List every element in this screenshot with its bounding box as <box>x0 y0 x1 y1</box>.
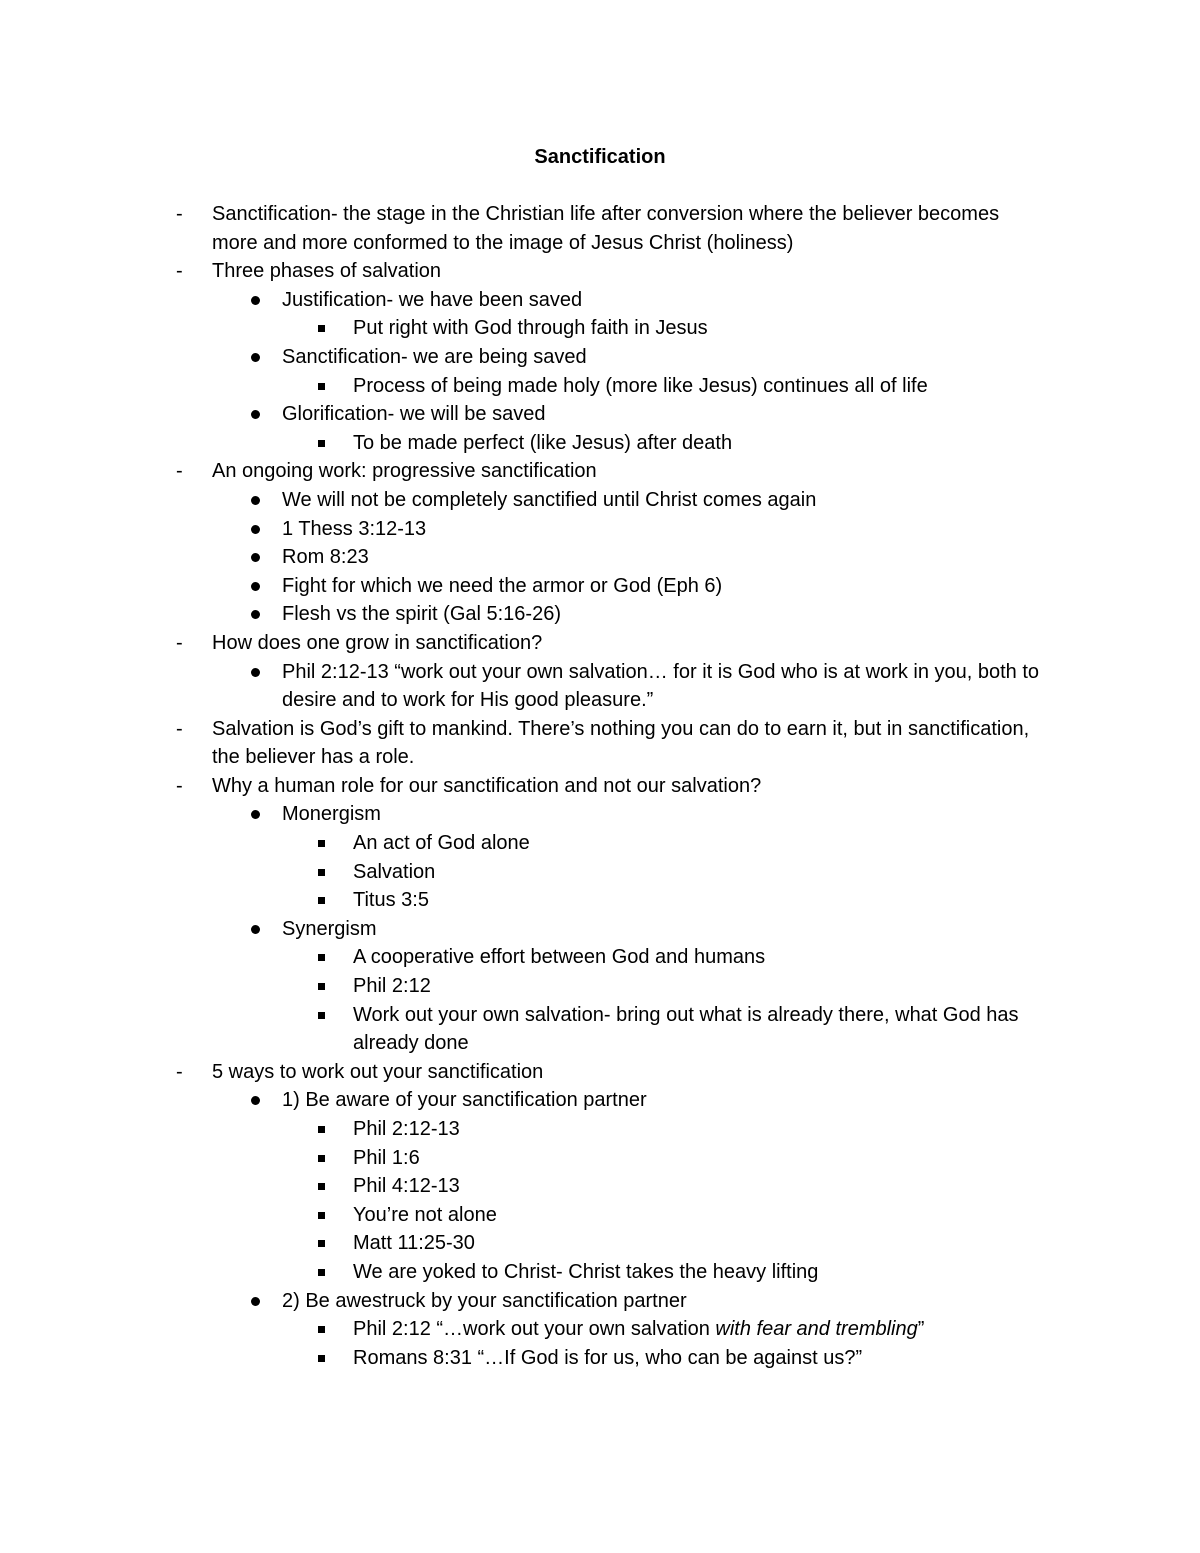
outline-item-text <box>282 1287 1050 1316</box>
outline-item-text <box>353 943 1050 972</box>
outline-item-text-main: 1) Be aware of your sanctification partner <box>282 1089 647 1112</box>
square-bullet-icon <box>318 1012 325 1019</box>
outline-item-level-3 <box>0 1258 1200 1287</box>
outline-item-text-main: Work out your own salvation- bring out what is already there, what God has already done <box>353 1003 1019 1055</box>
outline-item-text-main: Sanctification- we are being saved <box>282 345 587 368</box>
outline-item-text-main: Synergism <box>282 917 377 940</box>
square-bullet-icon <box>318 983 325 990</box>
outline-item-text <box>282 286 1050 315</box>
outline-item-level-1 <box>0 200 1200 257</box>
outline-item-text <box>282 658 1050 715</box>
outline-item-text-main: Glorification- we will be saved <box>282 403 546 426</box>
outline-item-text-main: Salvation is God’s gift to mankind. There’s nothing you can do to earn it, but in sanctification, the believer has a role. <box>212 717 1030 769</box>
outline-item-text <box>282 343 1050 372</box>
outline-item-text <box>353 1115 1050 1144</box>
outline-item-level-3 <box>0 1172 1200 1201</box>
outline-item-text <box>212 629 1050 658</box>
outline-item-level-2 <box>0 915 1200 944</box>
outline-item-level-1 <box>0 257 1200 286</box>
dash-marker-icon: - <box>176 774 183 797</box>
outline-item-level-3 <box>0 1144 1200 1173</box>
outline-item-level-2 <box>0 800 1200 829</box>
square-bullet-icon <box>318 1126 325 1133</box>
round-bullet-icon <box>251 1297 260 1306</box>
outline-item-text <box>282 572 1050 601</box>
outline-item-text-italic: with fear and trembling <box>715 1318 918 1341</box>
outline-item-text-main: We will not be completely sanctified until Christ comes again <box>282 488 817 511</box>
outline-item-text-main: We are yoked to Christ- Christ takes the heavy lifting <box>353 1260 819 1283</box>
outline-item-text-main: Phil 2:12 <box>353 975 431 998</box>
outline-item-level-3 <box>0 1201 1200 1230</box>
outline-item-text <box>353 1229 1050 1258</box>
round-bullet-icon <box>251 1096 260 1105</box>
outline-item-level-1 <box>0 457 1200 486</box>
outline-item-text-main: Flesh vs the spirit (Gal 5:16-26) <box>282 603 561 626</box>
outline-item-level-3 <box>0 1344 1200 1373</box>
round-bullet-icon <box>251 610 260 619</box>
outline-item-text-main: A cooperative effort between God and humans <box>353 946 766 969</box>
outline-item-text <box>212 1058 1050 1087</box>
outline-list <box>0 200 1200 1372</box>
outline-item-text-after: ” <box>917 1318 925 1341</box>
square-bullet-icon <box>318 1155 325 1162</box>
round-bullet-icon <box>251 668 260 677</box>
outline-item-text-main: Phil 1:6 <box>353 1146 420 1169</box>
outline-item-text <box>353 1172 1050 1201</box>
square-bullet-icon <box>318 954 325 961</box>
square-bullet-icon <box>318 897 325 904</box>
outline-item-text <box>353 372 1050 401</box>
outline-item-text-main: Put right with God through faith in Jesus <box>353 317 708 340</box>
outline-item-text <box>353 429 1050 458</box>
dash-marker-icon: - <box>176 460 183 483</box>
square-bullet-icon <box>318 1355 325 1362</box>
square-bullet-icon <box>318 1240 325 1247</box>
round-bullet-icon <box>251 410 260 419</box>
outline-item-text <box>353 1344 1050 1373</box>
outline-item-text-main: Justification- we have been saved <box>282 288 583 311</box>
outline-item-level-2 <box>0 1086 1200 1115</box>
outline-item-text <box>353 886 1050 915</box>
outline-item-text-main: An ongoing work: progressive sanctification <box>212 460 597 483</box>
outline-item-text <box>353 1258 1050 1287</box>
outline-item-text-main: Matt 11:25-30 <box>353 1232 475 1255</box>
outline-item-text <box>212 200 1050 257</box>
outline-item-level-3 <box>0 972 1200 1001</box>
round-bullet-icon <box>251 496 260 505</box>
outline-item-text-main: You’re not alone <box>353 1203 497 1226</box>
outline-item-level-3 <box>0 943 1200 972</box>
outline-item-text <box>212 715 1050 772</box>
outline-item-text-main: Monergism <box>282 803 381 826</box>
round-bullet-icon <box>251 553 260 562</box>
square-bullet-icon <box>318 325 325 332</box>
outline-item-text <box>353 314 1050 343</box>
outline-item-text <box>353 829 1050 858</box>
outline-item-level-2 <box>0 1287 1200 1316</box>
outline-item-text-main: Why a human role for our sanctification and not our salvation? <box>212 774 762 797</box>
outline-item-text-main: Phil 2:12-13 <box>353 1118 460 1140</box>
outline-item-text <box>212 772 1050 801</box>
outline-item-text <box>282 915 1050 944</box>
dash-marker-icon: - <box>176 260 183 283</box>
outline-item-level-3 <box>0 1001 1200 1058</box>
outline-item-level-2 <box>0 543 1200 572</box>
square-bullet-icon <box>318 869 325 876</box>
outline-item-level-2 <box>0 515 1200 544</box>
outline-item-level-2 <box>0 600 1200 629</box>
square-bullet-icon <box>318 840 325 847</box>
outline-item-text <box>282 515 1050 544</box>
dash-marker-icon: - <box>176 631 183 654</box>
square-bullet-icon <box>318 1326 325 1333</box>
round-bullet-icon <box>251 925 260 934</box>
outline-item-text-main: An act of God alone <box>353 832 530 855</box>
outline-item-text <box>282 543 1050 572</box>
round-bullet-icon <box>251 296 260 305</box>
dash-marker-icon: - <box>176 717 183 740</box>
round-bullet-icon <box>251 810 260 819</box>
outline-item-text <box>212 257 1050 286</box>
outline-item-text <box>282 600 1050 629</box>
outline-item-level-3 <box>0 886 1200 915</box>
outline-item-level-2 <box>0 658 1200 715</box>
outline-item-text-main: Phil 4:12-13 <box>353 1175 460 1198</box>
square-bullet-icon <box>318 440 325 447</box>
outline-item-level-1 <box>0 715 1200 772</box>
outline-item-level-3 <box>0 858 1200 887</box>
outline-item-text <box>353 858 1050 887</box>
outline-item-text <box>353 972 1050 1001</box>
outline-item-level-3 <box>0 829 1200 858</box>
outline-item-text <box>353 1201 1050 1230</box>
outline-item-text-main: Titus 3:5 <box>353 889 429 912</box>
outline-item-level-2 <box>0 343 1200 372</box>
outline-item-text <box>282 486 1050 515</box>
outline-item-text-main: 5 ways to work out your sanctification <box>212 1060 544 1083</box>
outline-item-text-main: Rom 8:23 <box>282 546 369 569</box>
outline-item-text-main: Sanctification- the stage in the Christian life after conversion where the believer becomes more and more conformed to the image of Jesus Christ (holiness) <box>212 203 1000 254</box>
outline-item-text <box>353 1315 1050 1344</box>
outline-item-text-main: To be made perfect (like Jesus) after death <box>353 431 733 454</box>
outline-item-text-main: Phil 2:12-13 “work out your own salvation… for it is God who is at work in you, both to desire and to work for His good pleasure.” <box>282 660 1040 712</box>
outline-item-level-1 <box>0 1058 1200 1087</box>
outline-item-text-main: How does one grow in sanctification? <box>212 631 543 654</box>
square-bullet-icon <box>318 383 325 390</box>
square-bullet-icon <box>318 1269 325 1276</box>
round-bullet-icon <box>251 582 260 591</box>
outline-item-text-main: Salvation <box>353 860 436 883</box>
outline-item-text <box>282 1086 1050 1115</box>
round-bullet-icon <box>251 525 260 534</box>
outline-item-text <box>282 400 1050 429</box>
outline-item-level-3 <box>0 372 1200 401</box>
outline-item-level-2 <box>0 572 1200 601</box>
dash-marker-icon: - <box>176 203 183 225</box>
outline-item-level-3 <box>0 314 1200 343</box>
outline-item-text <box>353 1144 1050 1173</box>
outline-item-text-main: 1 Thess 3:12-13 <box>282 517 427 540</box>
outline-item-level-2 <box>0 486 1200 515</box>
outline-item-text-main: Three phases of salvation <box>212 260 442 283</box>
outline-item-text-main: Process of being made holy (more like Jesus) continues all of life <box>353 374 928 397</box>
square-bullet-icon <box>318 1183 325 1190</box>
square-bullet-icon <box>318 1212 325 1219</box>
outline-item-text <box>282 800 1050 829</box>
outline-item-text-main: 2) Be awestruck by your sanctification partner <box>282 1289 687 1312</box>
dash-marker-icon: - <box>176 1060 183 1083</box>
outline-item-level-3 <box>0 1315 1200 1344</box>
outline-item-level-1 <box>0 629 1200 658</box>
outline-item-text <box>353 1001 1050 1058</box>
round-bullet-icon <box>251 353 260 362</box>
outline-item-text <box>212 457 1050 486</box>
document-title: Sanctification <box>534 146 666 168</box>
outline-item-level-2 <box>0 286 1200 315</box>
outline-item-level-1 <box>0 772 1200 801</box>
outline-item-text-main: Fight for which we need the armor or God (Eph 6) <box>282 574 723 597</box>
outline-item-level-3 <box>0 429 1200 458</box>
outline-item-text-main: Romans 8:31 “…If God is for us, who can be against us?” <box>353 1346 863 1369</box>
outline-item-level-3 <box>0 1115 1200 1144</box>
outline-item-level-3 <box>0 1229 1200 1258</box>
outline-item-level-2 <box>0 400 1200 429</box>
outline-item-text-main: Phil 2:12 “…work out your own salvation <box>353 1318 716 1341</box>
